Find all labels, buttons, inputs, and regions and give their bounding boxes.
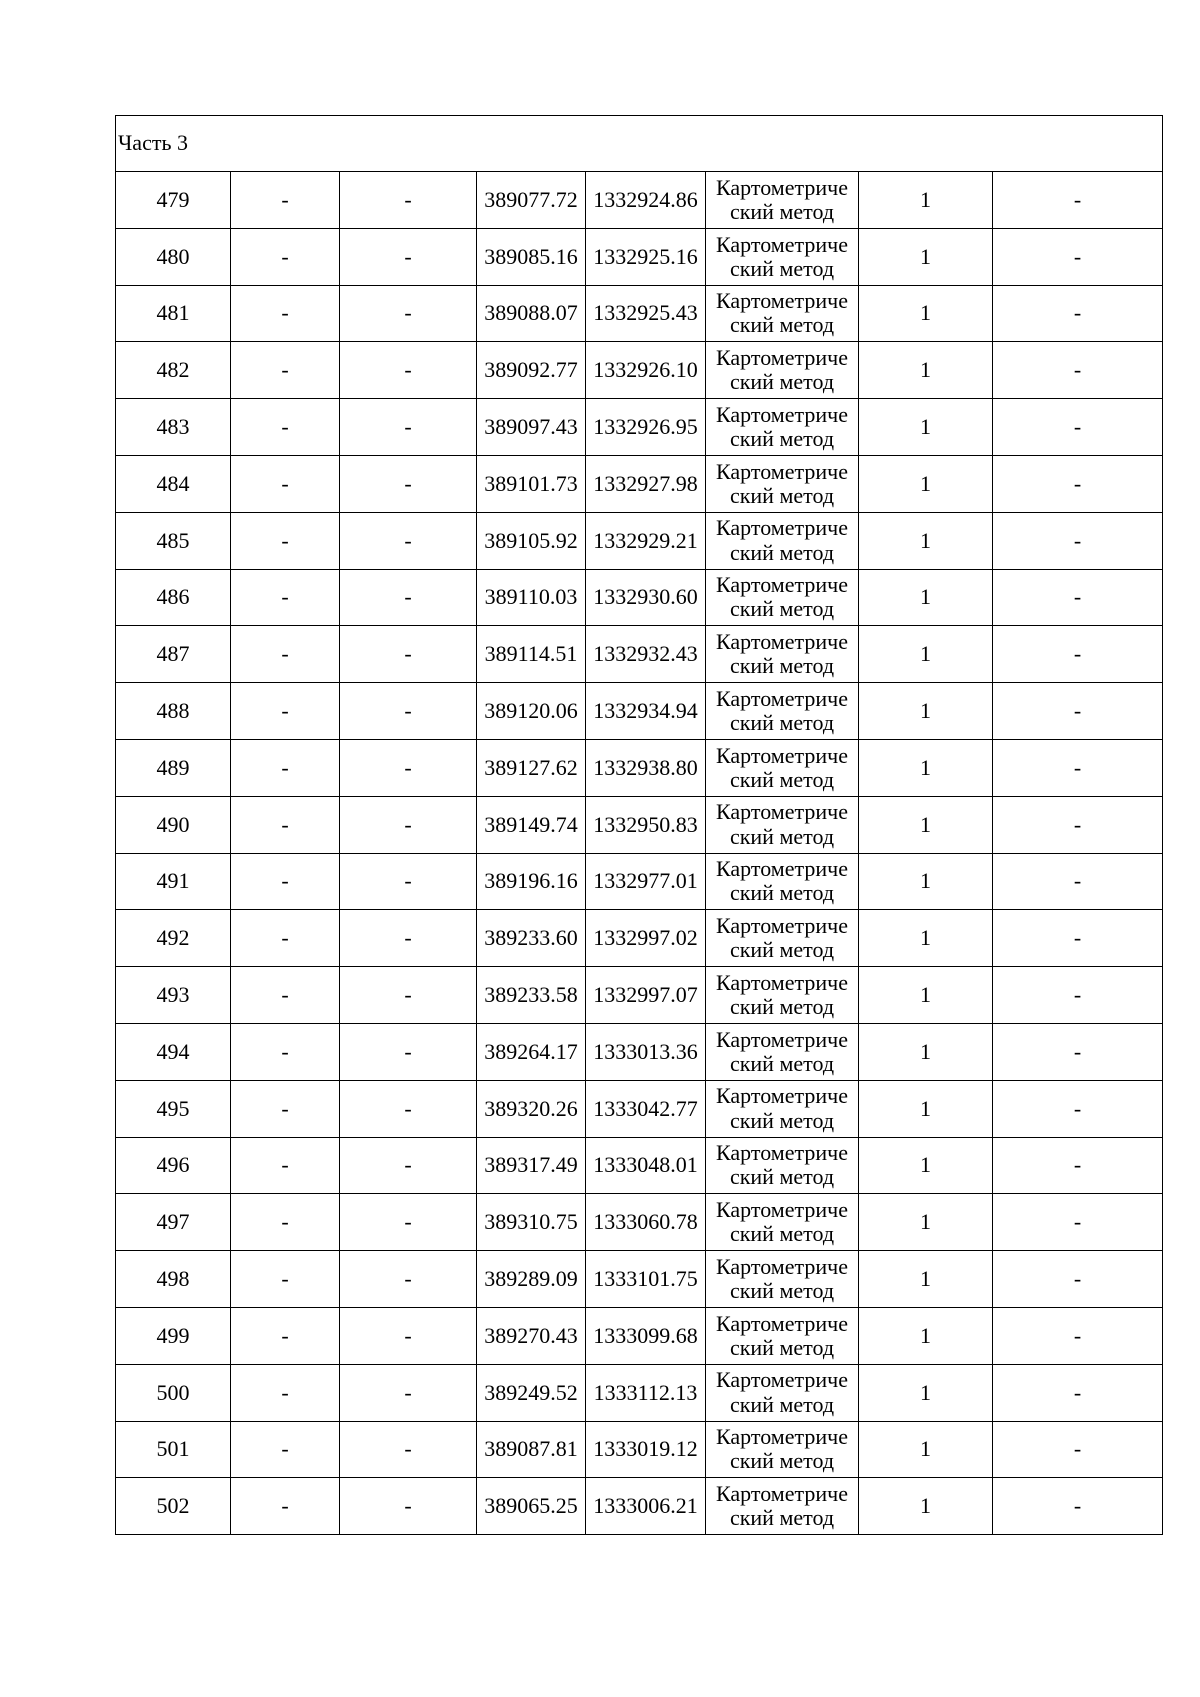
table-row — [116, 1307, 1163, 1364]
table-row — [116, 455, 1163, 512]
description-cell: - — [993, 1137, 1163, 1194]
column-2-cell: - — [231, 172, 340, 229]
y-coordinate-cell: 1333006.21 — [586, 1478, 706, 1535]
method-cell: Картометриче ский метод — [706, 512, 859, 569]
accuracy-cell: 1 — [859, 796, 993, 853]
x-coordinate-cell: 389088.07 — [477, 285, 586, 342]
x-coordinate-cell: 389114.51 — [477, 626, 586, 683]
table-row — [116, 967, 1163, 1024]
column-3-cell: - — [340, 1137, 477, 1194]
column-2-cell: - — [231, 683, 340, 740]
description-cell: - — [993, 967, 1163, 1024]
method-cell: Картометриче ский метод — [706, 172, 859, 229]
y-coordinate-cell: 1333019.12 — [586, 1421, 706, 1478]
accuracy-cell: 1 — [859, 683, 993, 740]
method-cell: Картометриче ский метод — [706, 285, 859, 342]
description-cell: - — [993, 569, 1163, 626]
point-number-cell: 499 — [116, 1307, 231, 1364]
point-number-cell: 482 — [116, 342, 231, 399]
column-2-cell: - — [231, 967, 340, 1024]
column-2-cell: - — [231, 569, 340, 626]
description-cell: - — [993, 1251, 1163, 1308]
x-coordinate-cell: 389270.43 — [477, 1307, 586, 1364]
table-row — [116, 1080, 1163, 1137]
description-cell: - — [993, 399, 1163, 456]
y-coordinate-cell: 1333048.01 — [586, 1137, 706, 1194]
table-row — [116, 1194, 1163, 1251]
column-2-cell: - — [231, 796, 340, 853]
x-coordinate-cell: 389087.81 — [477, 1421, 586, 1478]
description-cell: - — [993, 1478, 1163, 1535]
y-coordinate-cell: 1332932.43 — [586, 626, 706, 683]
column-3-cell: - — [340, 342, 477, 399]
accuracy-cell: 1 — [859, 1364, 993, 1421]
table-row — [116, 399, 1163, 456]
accuracy-cell: 1 — [859, 1421, 993, 1478]
y-coordinate-cell: 1332977.01 — [586, 853, 706, 910]
method-cell: Картометриче ский метод — [706, 967, 859, 1024]
table-row — [116, 626, 1163, 683]
accuracy-cell: 1 — [859, 910, 993, 967]
column-3-cell: - — [340, 1364, 477, 1421]
accuracy-cell: 1 — [859, 1478, 993, 1535]
x-coordinate-cell: 389120.06 — [477, 683, 586, 740]
method-cell: Картометриче ский метод — [706, 739, 859, 796]
x-coordinate-cell: 389092.77 — [477, 342, 586, 399]
accuracy-cell: 1 — [859, 285, 993, 342]
accuracy-cell: 1 — [859, 228, 993, 285]
method-cell: Картометриче ский метод — [706, 626, 859, 683]
column-2-cell: - — [231, 512, 340, 569]
description-cell: - — [993, 1023, 1163, 1080]
column-3-cell: - — [340, 455, 477, 512]
table-row — [116, 228, 1163, 285]
column-2-cell: - — [231, 1307, 340, 1364]
method-cell: Картометриче ский метод — [706, 228, 859, 285]
x-coordinate-cell: 389264.17 — [477, 1023, 586, 1080]
y-coordinate-cell: 1332925.43 — [586, 285, 706, 342]
column-3-cell: - — [340, 967, 477, 1024]
method-cell: Картометриче ский метод — [706, 910, 859, 967]
x-coordinate-cell: 389149.74 — [477, 796, 586, 853]
column-3-cell: - — [340, 1478, 477, 1535]
description-cell: - — [993, 1421, 1163, 1478]
method-cell: Картометриче ский метод — [706, 1194, 859, 1251]
column-3-cell: - — [340, 512, 477, 569]
column-3-cell: - — [340, 796, 477, 853]
x-coordinate-cell: 389289.09 — [477, 1251, 586, 1308]
column-3-cell: - — [340, 399, 477, 456]
table-row — [116, 796, 1163, 853]
description-cell: - — [993, 910, 1163, 967]
method-cell: Картометриче ский метод — [706, 1080, 859, 1137]
column-2-cell: - — [231, 1364, 340, 1421]
x-coordinate-cell: 389097.43 — [477, 399, 586, 456]
y-coordinate-cell: 1332925.16 — [586, 228, 706, 285]
point-number-cell: 502 — [116, 1478, 231, 1535]
method-cell: Картометриче ский метод — [706, 342, 859, 399]
table-row — [116, 683, 1163, 740]
column-3-cell: - — [340, 683, 477, 740]
part-header-row — [116, 116, 1163, 172]
point-number-cell: 483 — [116, 399, 231, 456]
x-coordinate-cell: 389249.52 — [477, 1364, 586, 1421]
point-number-cell: 492 — [116, 910, 231, 967]
table-row — [116, 910, 1163, 967]
column-3-cell: - — [340, 569, 477, 626]
accuracy-cell: 1 — [859, 455, 993, 512]
table-row — [116, 853, 1163, 910]
point-number-cell: 494 — [116, 1023, 231, 1080]
column-3-cell: - — [340, 172, 477, 229]
column-3-cell: - — [340, 1194, 477, 1251]
table-row — [116, 1251, 1163, 1308]
y-coordinate-cell: 1333112.13 — [586, 1364, 706, 1421]
point-number-cell: 487 — [116, 626, 231, 683]
column-3-cell: - — [340, 1307, 477, 1364]
column-2-cell: - — [231, 1137, 340, 1194]
x-coordinate-cell: 389233.58 — [477, 967, 586, 1024]
description-cell: - — [993, 853, 1163, 910]
coordinates-table — [115, 115, 1163, 1535]
x-coordinate-cell: 389127.62 — [477, 739, 586, 796]
y-coordinate-cell: 1332926.10 — [586, 342, 706, 399]
x-coordinate-cell: 389317.49 — [477, 1137, 586, 1194]
method-cell: Картометриче ский метод — [706, 1137, 859, 1194]
y-coordinate-cell: 1333013.36 — [586, 1023, 706, 1080]
table-row — [116, 1478, 1163, 1535]
y-coordinate-cell: 1332950.83 — [586, 796, 706, 853]
method-cell: Картометриче ский метод — [706, 1364, 859, 1421]
point-number-cell: 481 — [116, 285, 231, 342]
column-2-cell: - — [231, 853, 340, 910]
column-2-cell: - — [231, 1080, 340, 1137]
column-2-cell: - — [231, 1023, 340, 1080]
column-2-cell: - — [231, 342, 340, 399]
point-number-cell: 485 — [116, 512, 231, 569]
column-2-cell: - — [231, 1251, 340, 1308]
method-cell: Картометриче ский метод — [706, 853, 859, 910]
part-label: Часть 3 — [116, 116, 1163, 172]
y-coordinate-cell: 1332930.60 — [586, 569, 706, 626]
column-2-cell: - — [231, 1421, 340, 1478]
x-coordinate-cell: 389320.26 — [477, 1080, 586, 1137]
column-2-cell: - — [231, 285, 340, 342]
column-3-cell: - — [340, 739, 477, 796]
description-cell: - — [993, 1364, 1163, 1421]
y-coordinate-cell: 1332997.07 — [586, 967, 706, 1024]
table-row — [116, 172, 1163, 229]
column-3-cell: - — [340, 1251, 477, 1308]
description-cell: - — [993, 1194, 1163, 1251]
description-cell: - — [993, 1080, 1163, 1137]
table-row — [116, 1421, 1163, 1478]
method-cell: Картометриче ский метод — [706, 1023, 859, 1080]
point-number-cell: 491 — [116, 853, 231, 910]
y-coordinate-cell: 1333042.77 — [586, 1080, 706, 1137]
description-cell: - — [993, 172, 1163, 229]
method-cell: Картометриче ский метод — [706, 1307, 859, 1364]
column-2-cell: - — [231, 228, 340, 285]
column-3-cell: - — [340, 285, 477, 342]
point-number-cell: 498 — [116, 1251, 231, 1308]
table-row — [116, 569, 1163, 626]
accuracy-cell: 1 — [859, 399, 993, 456]
y-coordinate-cell: 1332929.21 — [586, 512, 706, 569]
column-2-cell: - — [231, 399, 340, 456]
column-2-cell: - — [231, 910, 340, 967]
point-number-cell: 490 — [116, 796, 231, 853]
y-coordinate-cell: 1332927.98 — [586, 455, 706, 512]
x-coordinate-cell: 389110.03 — [477, 569, 586, 626]
table-row — [116, 285, 1163, 342]
accuracy-cell: 1 — [859, 172, 993, 229]
x-coordinate-cell: 389065.25 — [477, 1478, 586, 1535]
accuracy-cell: 1 — [859, 342, 993, 399]
point-number-cell: 484 — [116, 455, 231, 512]
description-cell: - — [993, 739, 1163, 796]
accuracy-cell: 1 — [859, 1137, 993, 1194]
description-cell: - — [993, 455, 1163, 512]
accuracy-cell: 1 — [859, 1307, 993, 1364]
method-cell: Картометриче ский метод — [706, 1478, 859, 1535]
x-coordinate-cell: 389233.60 — [477, 910, 586, 967]
method-cell: Картометриче ский метод — [706, 399, 859, 456]
description-cell: - — [993, 342, 1163, 399]
table-body — [116, 116, 1163, 1535]
y-coordinate-cell: 1332997.02 — [586, 910, 706, 967]
point-number-cell: 495 — [116, 1080, 231, 1137]
point-number-cell: 497 — [116, 1194, 231, 1251]
point-number-cell: 500 — [116, 1364, 231, 1421]
y-coordinate-cell: 1332924.86 — [586, 172, 706, 229]
description-cell: - — [993, 796, 1163, 853]
accuracy-cell: 1 — [859, 626, 993, 683]
point-number-cell: 479 — [116, 172, 231, 229]
accuracy-cell: 1 — [859, 1194, 993, 1251]
point-number-cell: 496 — [116, 1137, 231, 1194]
point-number-cell: 501 — [116, 1421, 231, 1478]
method-cell: Картометриче ский метод — [706, 569, 859, 626]
x-coordinate-cell: 389101.73 — [477, 455, 586, 512]
y-coordinate-cell: 1333060.78 — [586, 1194, 706, 1251]
table-row — [116, 342, 1163, 399]
x-coordinate-cell: 389077.72 — [477, 172, 586, 229]
y-coordinate-cell: 1332934.94 — [586, 683, 706, 740]
column-3-cell: - — [340, 228, 477, 285]
y-coordinate-cell: 1332938.80 — [586, 739, 706, 796]
table-row — [116, 1023, 1163, 1080]
method-cell: Картометриче ский метод — [706, 455, 859, 512]
x-coordinate-cell: 389310.75 — [477, 1194, 586, 1251]
column-2-cell: - — [231, 455, 340, 512]
description-cell: - — [993, 683, 1163, 740]
x-coordinate-cell: 389085.16 — [477, 228, 586, 285]
accuracy-cell: 1 — [859, 967, 993, 1024]
description-cell: - — [993, 1307, 1163, 1364]
accuracy-cell: 1 — [859, 1080, 993, 1137]
point-number-cell: 493 — [116, 967, 231, 1024]
description-cell: - — [993, 285, 1163, 342]
accuracy-cell: 1 — [859, 1023, 993, 1080]
y-coordinate-cell: 1333099.68 — [586, 1307, 706, 1364]
accuracy-cell: 1 — [859, 739, 993, 796]
accuracy-cell: 1 — [859, 569, 993, 626]
table-row — [116, 512, 1163, 569]
description-cell: - — [993, 228, 1163, 285]
point-number-cell: 480 — [116, 228, 231, 285]
point-number-cell: 489 — [116, 739, 231, 796]
table-row — [116, 739, 1163, 796]
column-2-cell: - — [231, 1194, 340, 1251]
y-coordinate-cell: 1333101.75 — [586, 1251, 706, 1308]
column-3-cell: - — [340, 1023, 477, 1080]
y-coordinate-cell: 1332926.95 — [586, 399, 706, 456]
column-3-cell: - — [340, 910, 477, 967]
method-cell: Картометриче ский метод — [706, 683, 859, 740]
column-3-cell: - — [340, 626, 477, 683]
column-3-cell: - — [340, 1080, 477, 1137]
x-coordinate-cell: 389105.92 — [477, 512, 586, 569]
accuracy-cell: 1 — [859, 512, 993, 569]
column-2-cell: - — [231, 739, 340, 796]
table-row — [116, 1364, 1163, 1421]
column-2-cell: - — [231, 1478, 340, 1535]
point-number-cell: 486 — [116, 569, 231, 626]
description-cell: - — [993, 626, 1163, 683]
accuracy-cell: 1 — [859, 1251, 993, 1308]
column-2-cell: - — [231, 626, 340, 683]
column-3-cell: - — [340, 1421, 477, 1478]
method-cell: Картометриче ский метод — [706, 796, 859, 853]
accuracy-cell: 1 — [859, 853, 993, 910]
method-cell: Картометриче ский метод — [706, 1421, 859, 1478]
x-coordinate-cell: 389196.16 — [477, 853, 586, 910]
column-3-cell: - — [340, 853, 477, 910]
table-row — [116, 1137, 1163, 1194]
point-number-cell: 488 — [116, 683, 231, 740]
method-cell: Картометриче ский метод — [706, 1251, 859, 1308]
description-cell: - — [993, 512, 1163, 569]
